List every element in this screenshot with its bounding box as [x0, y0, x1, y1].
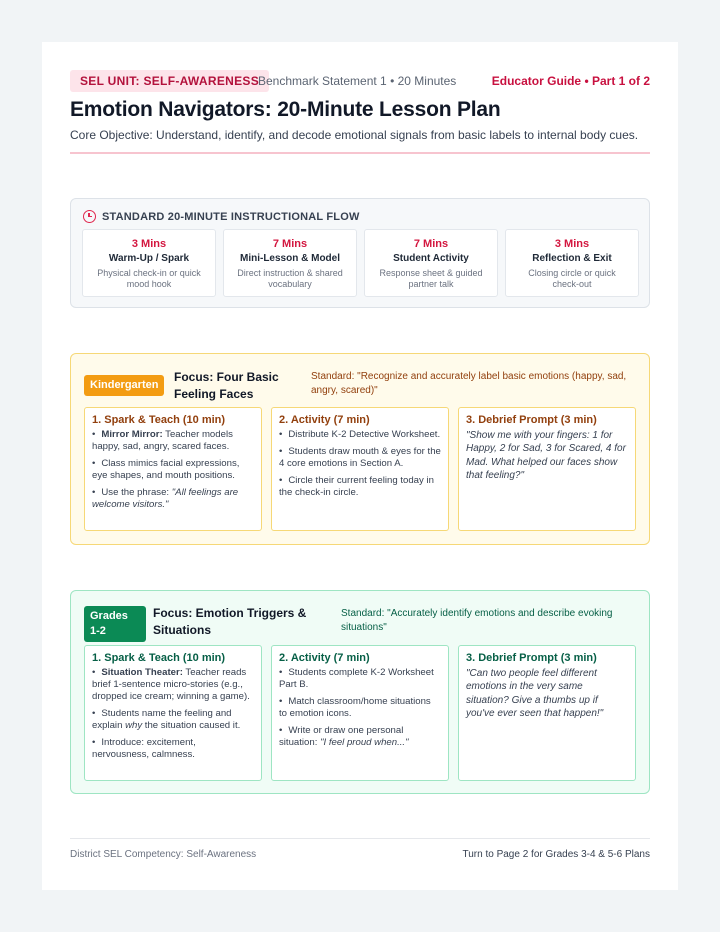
- spark-teach-column: [84, 645, 262, 781]
- flow-step-activity: [364, 229, 498, 297]
- list-item: • Students complete K-2 Worksheet Part B.: [279, 667, 441, 691]
- step-duration: 7 Mins: [272, 238, 308, 250]
- clock-icon: [83, 210, 96, 223]
- benchmark-label: Benchmark Statement 1 • 20 Minutes: [258, 74, 457, 88]
- section-columns: [84, 407, 636, 531]
- header-divider: [70, 152, 650, 154]
- flow-title: [83, 210, 360, 223]
- footer-divider: [70, 838, 650, 839]
- step-duration: 3 Mins: [554, 238, 590, 250]
- grade-badge: Grades 1-2: [84, 606, 146, 642]
- column-heading: 3. Debrief Prompt (3 min): [466, 652, 597, 664]
- flow-steps: [82, 229, 638, 297]
- list-item: • Distribute K-2 Detective Worksheet.: [279, 429, 441, 441]
- list-item: [92, 429, 254, 453]
- column-heading: 3. Debrief Prompt (3 min): [466, 414, 597, 426]
- spark-teach-column: [84, 407, 262, 531]
- grade-badge: Kindergarten: [84, 375, 164, 396]
- step-duration: 3 Mins: [131, 238, 167, 250]
- item-text: Write or draw one personal situation:: [279, 725, 404, 748]
- column-heading: 2. Activity (7 min): [279, 414, 370, 426]
- debrief-column: [458, 407, 636, 531]
- section-focus: Focus: Emotion Triggers & Situations: [153, 606, 307, 637]
- activity-column: [271, 407, 449, 531]
- section-standard: Standard: "Recognize and accurately label basic emotions (happy, sad, angry, scared)": [311, 371, 627, 396]
- list-item: • Circle their current feeling today in the check-in circle.: [279, 475, 441, 499]
- item-text: Use the phrase:: [101, 487, 172, 498]
- item-text: Teacher models happy, sad, angry, scared faces.: [92, 429, 233, 452]
- step-name: Mini-Lesson & Model: [240, 253, 340, 264]
- quoted-phrase: "I feel proud when...": [320, 737, 409, 748]
- item-text: Students name the feeling and explain: [92, 708, 232, 731]
- step-name: Warm-Up / Spark: [108, 253, 190, 264]
- step-description: Response sheet & guided partner talk: [379, 268, 483, 289]
- item-text: Teacher reads brief 1-sentence micro-stories (e.g., dropped ice cream; winning a game).: [92, 667, 250, 702]
- guide-label: Educator Guide • Part 1 of 2: [491, 74, 650, 88]
- instructional-flow-panel: [70, 198, 650, 308]
- column-heading: 1. Spark & Teach (10 min): [92, 652, 226, 664]
- page-title: Emotion Navigators: 20-Minute Lesson Plan: [70, 98, 501, 121]
- grades-1-2-section: [70, 590, 650, 794]
- page-header: [70, 70, 650, 92]
- debrief-column: [458, 645, 636, 781]
- list-item: [279, 725, 441, 749]
- list-item: • Introduce: excitement, nervousness, calmness.: [92, 737, 254, 761]
- step-name: Student Activity: [393, 253, 469, 264]
- footer-competency: District SEL Competency: Self-Awareness: [70, 849, 257, 860]
- debrief-quote: "Show me with your fingers: 1 for Happy, 2 for Sad, 3 for Scared, 4 for Mad. What helped our faces show that feeling?": [466, 430, 626, 482]
- step-description: Closing circle or quick check-out: [528, 268, 616, 289]
- column-heading: 2. Activity (7 min): [279, 652, 370, 664]
- flow-step-mini-lesson: [223, 229, 357, 297]
- footer-next-page: Turn to Page 2 for Grades 3-4 & 5-6 Plans: [462, 849, 650, 860]
- emphasis: why: [125, 720, 143, 731]
- bold-lead: Situation Theater:: [101, 667, 183, 678]
- lesson-plan-page: [42, 42, 678, 890]
- section-standard: Standard: "Accurately identify emotions and describe evoking situations": [341, 608, 613, 633]
- flow-step-reflection: [505, 229, 639, 297]
- list-item: [92, 487, 254, 511]
- list-item: [92, 708, 254, 732]
- debrief-quote: "Can two people feel different emotions in the very same situation? Give a thumbs up if you've ever seen that happen!": [466, 668, 604, 720]
- list-item: [92, 667, 254, 703]
- step-name: Reflection & Exit: [532, 253, 612, 264]
- list-item: • Students draw mouth & eyes for the 4 core emotions in Section A.: [279, 446, 441, 470]
- item-text: the situation caused it.: [142, 720, 241, 731]
- section-focus: Focus: Four Basic Feeling Faces: [174, 370, 279, 401]
- column-heading: 1. Spark & Teach (10 min): [92, 414, 226, 426]
- step-description: Direct instruction & shared vocabulary: [237, 268, 343, 289]
- quoted-phrase: "All feelings are welcome visitors.": [92, 487, 239, 510]
- step-duration: 7 Mins: [413, 238, 449, 250]
- flow-title-text: STANDARD 20-MINUTE INSTRUCTIONAL FLOW: [102, 210, 360, 223]
- kindergarten-section: [70, 353, 650, 545]
- step-description: Physical check-in or quick mood hook: [97, 268, 201, 289]
- unit-badge: SEL UNIT: SELF-AWARENESS: [70, 70, 269, 92]
- activity-column: [271, 645, 449, 781]
- list-item: • Class mimics facial expressions, eye shapes, and mouth positions.: [92, 458, 254, 482]
- bold-lead: Mirror Mirror:: [101, 429, 163, 440]
- section-columns: [84, 645, 636, 781]
- core-objective: Core Objective: Understand, identify, and decode emotional signals from basic labels to internal body cues.: [70, 128, 639, 142]
- list-item: • Match classroom/home situations to emotion icons.: [279, 696, 441, 720]
- flow-step-warmup: [82, 229, 216, 297]
